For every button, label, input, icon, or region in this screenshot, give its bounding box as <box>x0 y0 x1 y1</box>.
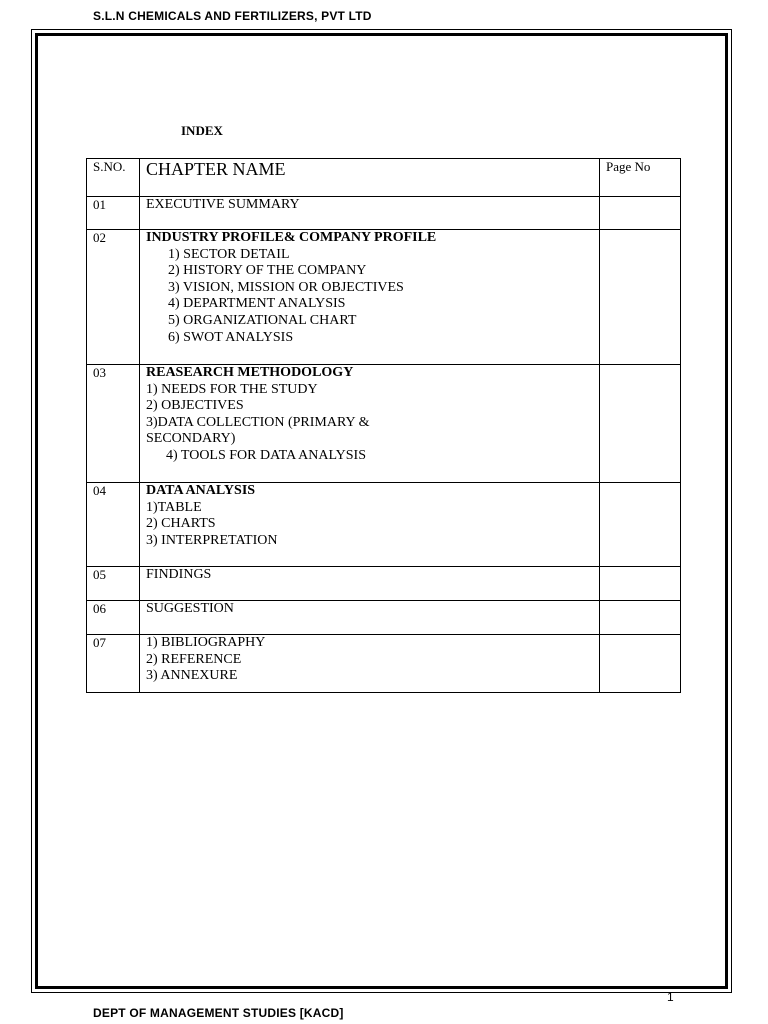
table-row <box>87 635 681 693</box>
row-sno: 04 <box>87 483 140 567</box>
row-sno: 06 <box>87 601 140 635</box>
index-title: INDEX <box>181 123 223 138</box>
chapter-line: 2) REFERENCE <box>146 651 242 667</box>
chapter-line: 2) HISTORY OF THE COMPANY <box>168 263 367 279</box>
row-page <box>600 365 681 483</box>
row-chapter <box>140 365 600 483</box>
column-header-chapter: CHAPTER NAME <box>140 159 600 197</box>
chapter-line: SUGGESTION <box>146 601 234 616</box>
chapter-line: 4) TOOLS FOR DATA ANALYSIS <box>166 447 366 463</box>
column-header-sno: S.NO. <box>87 159 140 197</box>
column-header-page: Page No <box>600 159 681 197</box>
row-page <box>600 483 681 567</box>
row-chapter <box>140 635 600 693</box>
chapter-line: 2) OBJECTIVES <box>146 398 244 414</box>
table-row <box>87 567 681 601</box>
chapter-line: 1)TABLE <box>146 499 202 515</box>
chapter-line: 2) CHARTS <box>146 516 216 532</box>
chapter-line: 3) INTERPRETATION <box>146 532 278 548</box>
chapter-heading: INDUSTRY PROFILE& COMPANY PROFILE <box>146 230 437 245</box>
chapter-line: 1) BIBLIOGRAPHY <box>146 635 266 650</box>
row-sno: 03 <box>87 365 140 483</box>
index-table <box>86 158 681 693</box>
row-page <box>600 601 681 635</box>
row-sno: 02 <box>87 230 140 365</box>
row-chapter <box>140 601 600 635</box>
row-sno: 01 <box>87 197 140 230</box>
chapter-line: EXECUTIVE SUMMARY <box>146 197 300 212</box>
chapter-heading: DATA ANALYSIS <box>146 483 256 498</box>
row-page <box>600 197 681 230</box>
chapter-heading: REASEARCH METHODOLOGY <box>146 365 354 380</box>
chapter-line: 4) DEPARTMENT ANALYSIS <box>168 296 346 312</box>
document-footer: DEPT OF MANAGEMENT STUDIES [KACD] <box>93 1006 344 1020</box>
chapter-line: 5) ORGANIZATIONAL CHART <box>168 312 357 328</box>
chapter-line: 3) ANNEXURE <box>146 668 238 684</box>
row-sno: 07 <box>87 635 140 693</box>
row-page <box>600 230 681 365</box>
table-row <box>87 483 681 567</box>
chapter-line: FINDINGS <box>146 567 212 582</box>
row-chapter <box>140 483 600 567</box>
chapter-line: 3)DATA COLLECTION (PRIMARY & <box>146 414 370 430</box>
table-row <box>87 197 681 230</box>
row-page <box>600 567 681 601</box>
chapter-line: 6) SWOT ANALYSIS <box>168 329 294 345</box>
page-number: 1 <box>667 990 674 1004</box>
row-chapter <box>140 230 600 365</box>
table-header-row <box>87 159 681 197</box>
chapter-line: 1) NEEDS FOR THE STUDY <box>146 381 318 397</box>
chapter-line: 3) VISION, MISSION OR OBJECTIVES <box>168 279 404 295</box>
row-sno: 05 <box>87 567 140 601</box>
row-chapter <box>140 197 600 230</box>
row-chapter <box>140 567 600 601</box>
row-page <box>600 635 681 693</box>
table-row <box>87 365 681 483</box>
table-row <box>87 230 681 365</box>
chapter-line: SECONDARY) <box>146 431 236 447</box>
table-row <box>87 601 681 635</box>
chapter-line: 1) SECTOR DETAIL <box>168 246 290 262</box>
document-header: S.L.N CHEMICALS AND FERTILIZERS, PVT LTD <box>93 9 372 23</box>
